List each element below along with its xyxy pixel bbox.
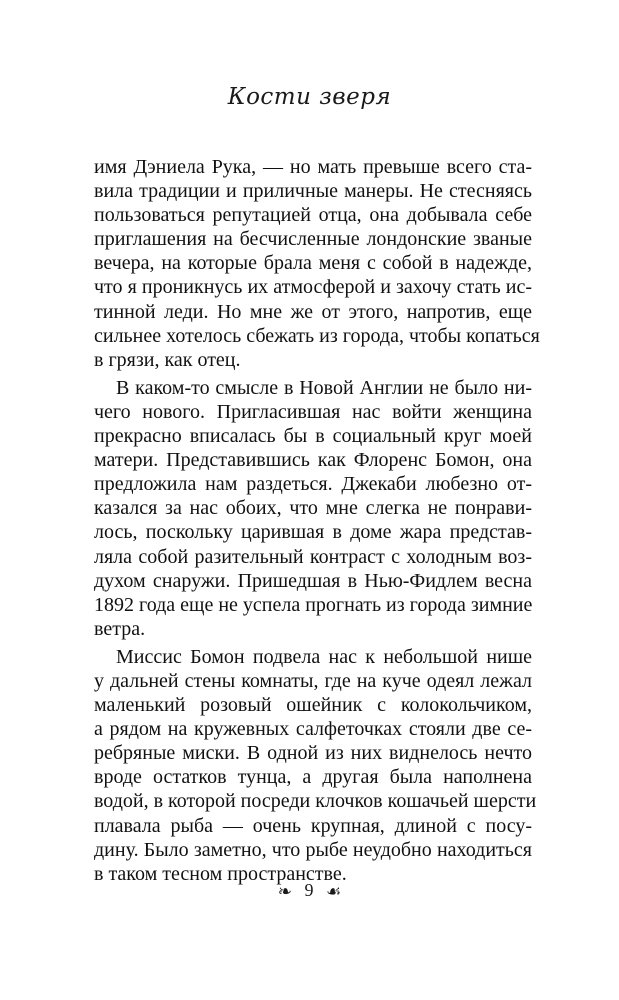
text-line: прекрасно вписалась бы в социальный круг моей <box>94 425 532 448</box>
fleuron-left-icon: ❧ <box>277 881 292 901</box>
text-line: предложила нам раздеться. Джекаби любезно от- <box>94 473 532 496</box>
text-line: ветра. <box>94 617 146 640</box>
paragraph-3 <box>94 645 537 886</box>
text-line: дину. Было заметно, что рыбе неудобно находиться <box>94 838 532 861</box>
text-line: в таком тесном пространстве. <box>94 862 347 885</box>
text-line: приглашения на бесчисленные лондонские званые <box>94 228 532 251</box>
text-line: чего нового. Пригласившая нас войти женщина <box>94 400 532 423</box>
body-text <box>94 155 540 886</box>
fleuron-right-icon: ☙ <box>326 881 342 901</box>
text-line: а рядом на кружевных салфеточках стояли две се- <box>94 718 532 741</box>
running-title: Кости зверя <box>227 84 392 110</box>
text-line: духом снаружи. Пришедшая в Нью-Фидлем весна <box>94 569 532 592</box>
paragraph-2 <box>94 376 532 641</box>
text-line: маленький розовый ошейник с колокольчиком, <box>94 694 532 717</box>
text-line: плавала рыба — очень крупная, длиной с посу- <box>94 814 532 837</box>
text-line: вечера, на которые брала меня с собой в надежде, <box>94 252 532 275</box>
text-line: Миссис Бомон подвела нас к небольшой нише <box>116 645 532 668</box>
text-line: в грязи, как отец. <box>94 348 241 371</box>
page-footer <box>0 880 619 902</box>
text-line: вроде остатков тунца, а другая была наполнена <box>94 766 532 789</box>
text-line: у дальней стены комнаты, где на куче одеял лежал <box>94 669 532 692</box>
text-line: пользоваться репутацией отца, она добывала себе <box>94 204 532 227</box>
text-line: что я проникнусь их атмосферой и захочу стать ис- <box>94 276 532 299</box>
text-line: водой, в которой посреди клочков кошачьей шерсти <box>94 790 537 813</box>
text-line: тинной леди. Но мне же от этого, напротив, еще <box>94 300 532 323</box>
text-line: имя Дэниела Рука, — но мать превыше всего ста- <box>94 156 532 178</box>
text-line: ребряные миски. В одной из них виднелось нечто <box>94 742 532 765</box>
text-line: ляла собой разительный контраст с холодным воз- <box>94 545 532 568</box>
text-line: матери. Представившись как Флоренс Бомон, она <box>94 449 532 472</box>
text-line: вила традиции и приличные манеры. Не стесняясь <box>94 180 532 203</box>
text-line: лось, поскольку царившая в доме жара представ- <box>94 521 532 544</box>
text-line: сильнее хотелось сбежать из города, чтобы копаться <box>94 324 540 347</box>
text-line: В каком-то смысле в Новой Англии не было ни- <box>116 376 532 399</box>
paragraph-1 <box>94 155 540 372</box>
page-number: 9 <box>304 880 314 900</box>
text-line: 1892 года еще не успела прогнать из города зимние <box>94 593 533 616</box>
text-line: казался за нас обоих, что мне слегка не понрави- <box>94 497 532 520</box>
